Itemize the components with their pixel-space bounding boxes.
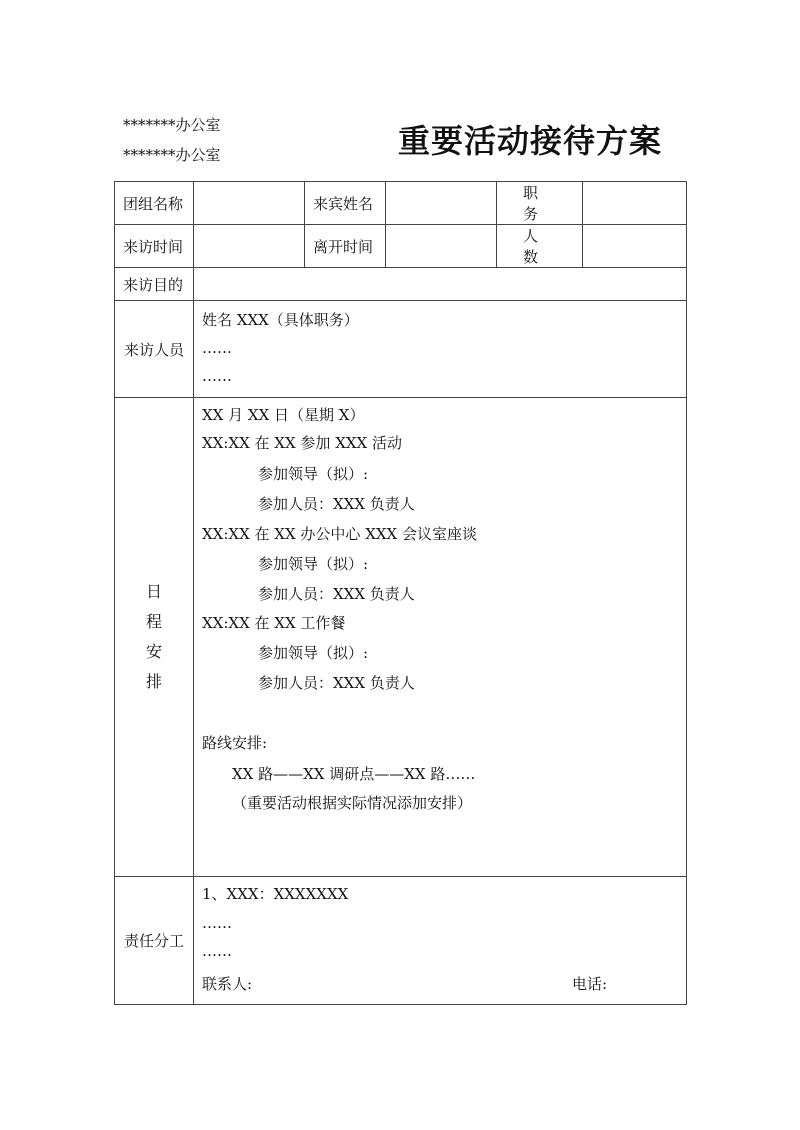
group-name-field[interactable]: [194, 182, 305, 225]
form-row-group: [115, 182, 687, 225]
schedule-label-vertical: [115, 577, 193, 697]
leave-time-field[interactable]: [386, 225, 497, 268]
office-line-1: *******办公室: [123, 116, 221, 134]
route-label: 路线安排:: [202, 734, 268, 752]
event-1-leaders: 参加领导（拟）:: [258, 465, 369, 483]
responsibility-label: 责任分工: [115, 877, 194, 1005]
schedule-label-char-2: 程: [145, 612, 162, 631]
schedule-label-char-1: 日: [145, 582, 162, 601]
count-field[interactable]: [583, 225, 687, 268]
schedule-label-char-3: 安: [145, 642, 162, 661]
schedule-content: [194, 398, 687, 877]
event-2: XX:XX 在 XX 办公中心 XXX 会议室座谈: [202, 525, 478, 543]
form-row-visitors: [115, 301, 687, 398]
count-label: 人 数: [497, 225, 583, 268]
guest-name-label: 来宾姓名: [305, 182, 386, 225]
position-label: 职 务: [497, 182, 583, 225]
contact-label: 联系人:: [202, 975, 253, 993]
responsibility-line-3: ……: [202, 942, 232, 960]
event-3-leaders: 参加领导（拟）:: [258, 644, 369, 662]
responsibility-content: [194, 877, 687, 1005]
purpose-field[interactable]: [194, 268, 687, 301]
responsibility-line-2: ……: [202, 914, 232, 932]
document-title: 重要活动接待方案: [398, 122, 663, 160]
route-text: XX 路——XX 调研点——XX 路……: [232, 765, 476, 783]
form-row-purpose: [115, 268, 687, 301]
schedule-date: XX 月 XX 日（星期 X）: [202, 406, 365, 424]
leave-time-label: 离开时间: [305, 225, 386, 268]
visitors-label: 来访人员: [115, 301, 194, 398]
group-name-label: 团组名称: [115, 182, 194, 225]
reception-form-table: [114, 181, 687, 1005]
phone-label: 电话:: [572, 975, 608, 993]
position-field[interactable]: [583, 182, 687, 225]
route-note: （重要活动根据实际情况添加安排）: [232, 794, 473, 812]
event-1-people: 参加人员：XXX 负责人: [258, 495, 415, 513]
event-3-people: 参加人员：XXX 负责人: [258, 674, 415, 692]
form-row-schedule: [115, 398, 687, 877]
responsibility-line-1: 1、XXX：XXXXXXX: [202, 885, 349, 903]
form-row-responsibility: [115, 877, 687, 1005]
visit-time-field[interactable]: [194, 225, 305, 268]
visitor-line-3: ……: [202, 367, 232, 385]
office-line-2: *******办公室: [123, 146, 221, 164]
visitor-line-2: ……: [202, 339, 232, 357]
event-2-leaders: 参加领导（拟）:: [258, 555, 369, 573]
purpose-label: 来访目的: [115, 268, 194, 301]
guest-name-field[interactable]: [386, 182, 497, 225]
visitor-line-1: 姓名 XXX（具体职务）: [202, 311, 359, 329]
visitors-content: [194, 301, 687, 398]
event-2-people: 参加人员：XXX 负责人: [258, 585, 415, 603]
form-row-time: [115, 225, 687, 268]
schedule-label-char-4: 排: [145, 672, 162, 691]
event-1: XX:XX 在 XX 参加 XXX 活动: [202, 434, 403, 452]
visit-time-label: 来访时间: [115, 225, 194, 268]
event-3: XX:XX 在 XX 工作餐: [202, 614, 346, 632]
schedule-label: [115, 398, 194, 877]
